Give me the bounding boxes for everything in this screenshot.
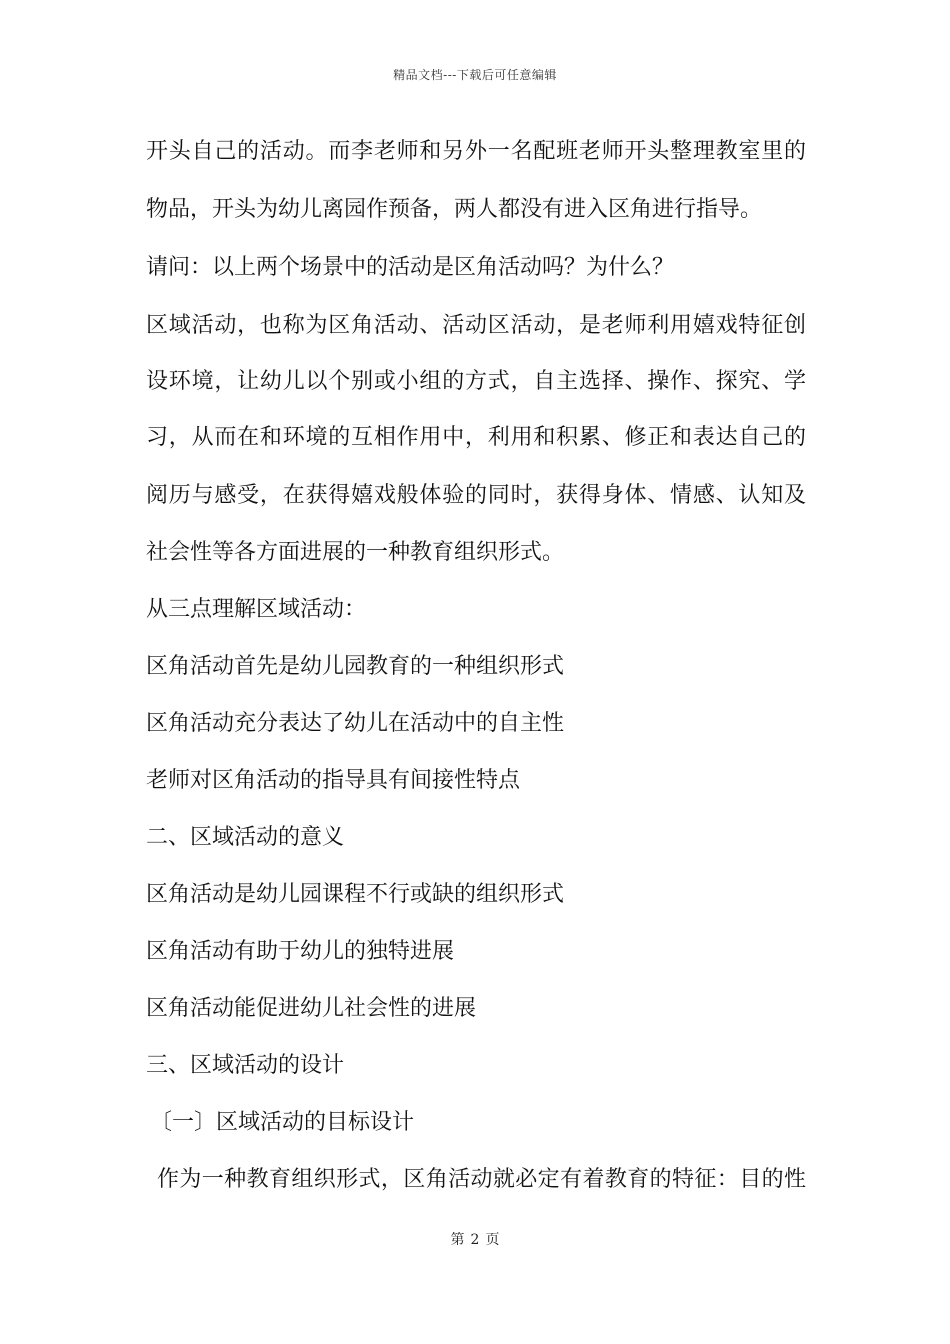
page-header: 精品文档---下载后可任意编辑 — [393, 68, 557, 82]
section-heading: 二、区域活动的意义 — [146, 825, 345, 850]
body-line: 社会性等各方面进展的一种教育组织形式。 — [146, 540, 565, 565]
body-line: 阅历与感受，在获得嬉戏般体验的同时，获得身体、情感、认知及 — [146, 483, 806, 508]
subsection-heading: 〔一〕区域活动的目标设计 — [150, 1110, 415, 1135]
body-line: 区角活动是幼儿园课程不行或缺的组织形式 — [146, 882, 565, 907]
body-line: 开头自己的活动。而李老师和另外一名配班老师开头整理教室里的 — [146, 139, 806, 164]
body-line: 区角活动能促进幼儿社会性的进展 — [146, 996, 477, 1021]
body-line: 请问：以上两个场景中的活动是区角活动吗？为什么？ — [146, 255, 675, 280]
body-line: 区角活动充分表达了幼儿在活动中的自主性 — [146, 711, 565, 736]
section-heading: 三、区域活动的设计 — [146, 1053, 345, 1078]
body-line: 作为一种教育组织形式，区角活动就必定有着教育的特征：目的性 — [157, 1167, 806, 1192]
body-line: 区角活动有助于幼儿的独特进展 — [146, 939, 455, 964]
body-line: 设环境，让幼儿以个别或小组的方式，自主选择、操作、探究、学 — [146, 369, 806, 394]
footer-suffix: 页 — [485, 1232, 500, 1248]
body-line: 区角活动首先是幼儿园教育的一种组织形式 — [146, 654, 565, 679]
body-line: 习，从而在和环境的互相作用中，利用和积累、修正和表达自己的 — [146, 425, 806, 450]
body-line: 从三点理解区域活动： — [146, 597, 367, 622]
footer-prefix: 第 — [450, 1232, 465, 1248]
page-footer — [0, 1229, 950, 1249]
body-line: 区域活动，也称为区角活动、活动区活动，是老师利用嬉戏特征创 — [146, 313, 806, 338]
page-number: 2 — [470, 1232, 480, 1248]
body-line: 物品，开头为幼儿离园作预备，两人都没有进入区角进行指导。 — [146, 197, 763, 222]
body-line: 老师对区角活动的指导具有间接性特点 — [146, 768, 521, 793]
